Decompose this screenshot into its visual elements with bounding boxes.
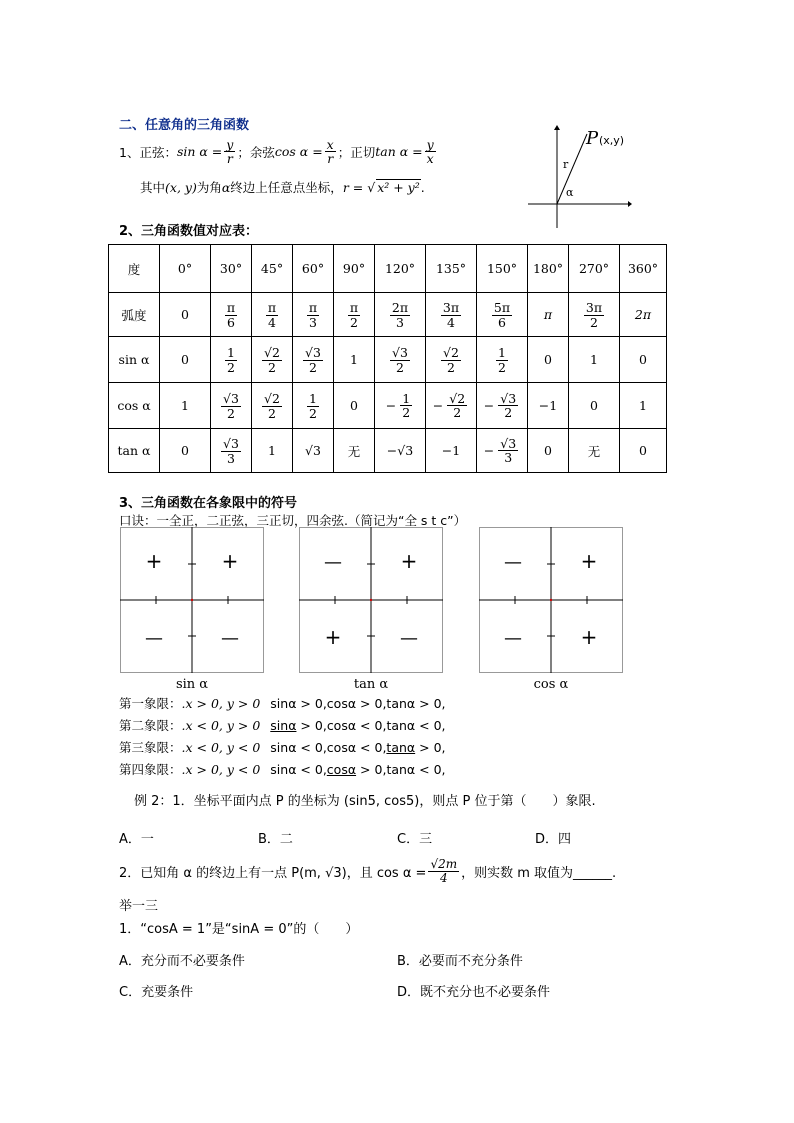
table-cell: −√3 — [375, 429, 426, 473]
quadrant-sign-row — [119, 760, 446, 778]
fraction — [307, 392, 319, 419]
sign-label: — — [400, 628, 418, 649]
row-header-cell: tan α — [109, 429, 160, 473]
numerator: 1 — [402, 390, 411, 406]
fraction-value — [388, 301, 412, 328]
fraction — [498, 437, 518, 464]
fraction-value — [490, 301, 514, 328]
cos-sign: cosα > 0, — [326, 696, 387, 711]
r-eq: r = — [342, 180, 364, 195]
table-cell — [252, 383, 293, 429]
x-axis-arrow-icon — [628, 201, 632, 207]
fraction-value — [219, 392, 243, 419]
period: . — [420, 180, 425, 195]
denominator: 4 — [447, 314, 455, 330]
table-title: 2、三角函数值对应表： — [119, 224, 259, 239]
fraction — [262, 346, 282, 373]
sign-label: + — [145, 549, 163, 573]
denominator: 2 — [402, 405, 411, 420]
quadrant-sign-row — [119, 738, 446, 756]
practice-title: 举一三 — [119, 899, 159, 914]
origin-dot — [550, 599, 552, 601]
q2-den: 4 — [439, 870, 448, 885]
denominator: 2 — [498, 359, 506, 375]
table-cell: 1 — [569, 337, 620, 383]
minus-sign: − — [432, 398, 444, 413]
sin-sign: sinα < 0, — [270, 740, 327, 755]
tan-fraction — [425, 138, 436, 165]
sep2: ；正切 — [337, 144, 376, 160]
tan-den: x — [426, 151, 434, 167]
table-cell: −1 — [528, 383, 569, 429]
p-label: P — [586, 128, 599, 149]
denominator: 2 — [447, 359, 455, 375]
table-cell: 2π — [620, 293, 667, 337]
tan-sign: tanα — [386, 740, 416, 755]
fraction-value — [346, 301, 362, 328]
tan-lhs: tan α = — [375, 144, 423, 160]
numerator: 2π — [391, 300, 409, 316]
quadrant-condition: .x < 0, y < 0 — [181, 740, 261, 755]
origin-dot — [370, 599, 372, 601]
origin-dot — [191, 599, 193, 601]
y-axis-arrow-icon — [554, 125, 560, 130]
table-cell: 0 — [620, 429, 667, 473]
fraction-value — [433, 392, 469, 419]
q2-fraction — [428, 858, 459, 884]
sin-den: r — [226, 151, 233, 167]
numerator: √3 — [305, 345, 321, 361]
table-cell — [426, 293, 477, 337]
fraction-value — [301, 346, 325, 373]
numerator: 1 — [498, 345, 506, 361]
table-cell — [252, 293, 293, 337]
numerator: π — [349, 300, 359, 316]
fraction — [400, 392, 412, 419]
line2-a: 其中 — [140, 180, 166, 195]
row-header-cell: 弧度 — [109, 293, 160, 337]
fraction — [390, 346, 410, 373]
table-cell — [293, 383, 334, 429]
fraction — [447, 392, 467, 419]
denominator: 3 — [309, 314, 317, 330]
table-cell — [477, 293, 528, 337]
table-cell — [477, 383, 528, 429]
alpha-symbol: α — [221, 180, 231, 195]
p-coords: (x,y) — [599, 134, 625, 147]
practice-option-c: C．充要条件 — [119, 985, 194, 1000]
numerator: π — [226, 300, 236, 316]
quadrant-condition: .x > 0, y > 0 — [181, 696, 261, 711]
r-label: r — [563, 158, 569, 171]
fraction — [441, 301, 461, 328]
fraction-value — [260, 392, 284, 419]
fraction-value — [386, 392, 414, 419]
denominator: 2 — [453, 405, 462, 420]
sign-label: — — [324, 552, 342, 573]
angle-diagram — [520, 122, 635, 232]
table-cell: 270° — [569, 245, 620, 293]
fraction-value — [439, 346, 463, 373]
sin-sign: sinα < 0, — [270, 762, 327, 777]
row-header-cell: cos α — [109, 383, 160, 429]
example2-option-b: B．二 — [258, 832, 293, 847]
denominator: 3 — [227, 450, 235, 466]
sign-label: — — [221, 628, 239, 649]
numerator: √3 — [392, 345, 408, 361]
denominator: 3 — [504, 450, 513, 465]
numerator: √3 — [500, 435, 517, 451]
fraction-value — [484, 437, 520, 464]
fraction-value — [260, 346, 284, 373]
quadrant-chart — [120, 527, 264, 673]
fraction — [492, 301, 512, 328]
fraction — [496, 346, 508, 373]
cos-sign: cosα — [326, 762, 357, 777]
quadrant-label: 第二象限： — [119, 718, 182, 733]
fraction — [348, 301, 360, 328]
denominator: 2 — [268, 405, 276, 421]
q2-text-a: 2．已知角 α 的终边上有一点 P(m, √3)，且 cos α = — [119, 865, 427, 881]
table-cell — [375, 383, 426, 429]
table-cell: √3 — [293, 429, 334, 473]
numerator: 3π — [442, 300, 460, 316]
section2-title: 二、任意角的三角函数 — [119, 118, 250, 133]
fraction — [498, 392, 518, 419]
fraction — [221, 392, 241, 419]
example2-option-d: D．四 — [535, 832, 572, 847]
denominator: 2 — [227, 405, 235, 421]
cos-fraction — [325, 138, 336, 165]
quadrant-label: 第四象限： — [119, 762, 182, 777]
quadrant-condition: .x > 0, y < 0 — [181, 762, 261, 777]
cos-sign: cosα < 0, — [326, 718, 387, 733]
row-header-cell: 度 — [109, 245, 160, 293]
table-cell — [477, 429, 528, 473]
denominator: 6 — [227, 314, 235, 330]
table-cell — [375, 337, 426, 383]
numerator: 3π — [585, 300, 603, 316]
table-cell — [334, 293, 375, 337]
fraction-value — [484, 392, 520, 419]
numerator: 1 — [309, 391, 317, 407]
tan-sign: tanα < 0, — [386, 762, 446, 777]
sign-label: + — [400, 549, 418, 573]
sign-label: + — [580, 625, 598, 649]
table-cell: 120° — [375, 245, 426, 293]
sin-num: y — [226, 137, 234, 152]
fraction — [584, 301, 604, 328]
quadrant-sign-row — [119, 694, 446, 712]
denominator: 4 — [268, 314, 276, 330]
chart-caption: tan α — [353, 677, 389, 692]
numerator: π — [267, 300, 277, 316]
denominator: 3 — [396, 314, 404, 330]
table-cell: 1 — [620, 383, 667, 429]
table-cell: 无 — [569, 429, 620, 473]
numerator: 5π — [493, 300, 511, 316]
fraction — [221, 437, 241, 464]
table-row — [109, 337, 667, 383]
table-cell — [252, 337, 293, 383]
row-header-cell: sin α — [109, 337, 160, 383]
table-cell: 0 — [160, 293, 211, 337]
example2-question2 — [119, 858, 616, 884]
fraction-value — [219, 437, 243, 464]
tan-num: y — [426, 137, 434, 152]
fraction-value — [494, 346, 510, 373]
table-cell — [375, 293, 426, 337]
numerator: √3 — [223, 391, 239, 407]
numerator: π — [308, 300, 318, 316]
denominator: 2 — [396, 359, 404, 375]
chart-caption: cos α — [533, 677, 569, 692]
table-row — [109, 245, 667, 293]
mnemonic: 口诀：一全正，二正弦，三正切，四余弦.（简记为“全 s t c”） — [119, 513, 467, 528]
quadrant-label: 第一象限： — [119, 696, 182, 711]
point-xy: (x, y) — [165, 180, 197, 195]
fraction — [441, 346, 461, 373]
sin-fraction — [224, 138, 235, 165]
denominator: 2 — [268, 359, 276, 375]
tan-sign: tanα > 0, — [386, 696, 446, 711]
sin-sign: sinα > 0, — [270, 696, 327, 711]
fraction — [262, 392, 282, 419]
tan-sign-rest: > 0, — [415, 740, 446, 755]
fraction-value — [439, 301, 463, 328]
table-cell: 180° — [528, 245, 569, 293]
table-cell — [293, 293, 334, 337]
cos-num: x — [326, 137, 334, 152]
denominator: 2 — [309, 405, 317, 421]
line2-b: 为角 — [196, 180, 222, 195]
fraction-value — [223, 346, 239, 373]
line2-c: 终边上任意点坐标， — [230, 180, 343, 195]
table-cell: 1 — [334, 337, 375, 383]
table-cell: 0 — [160, 429, 211, 473]
sign-label: — — [145, 628, 163, 649]
table-cell — [569, 293, 620, 337]
numerator: √2 — [449, 390, 466, 406]
table-cell: 1 — [160, 383, 211, 429]
fraction-value — [264, 301, 280, 328]
fraction-value — [305, 301, 321, 328]
table-cell: 30° — [211, 245, 252, 293]
def-prefix: 1、正弦： — [119, 144, 177, 160]
sign-label: — — [504, 552, 522, 573]
numerator: √2 — [443, 345, 459, 361]
coordinate-line: 其中(x, y)为角α终边上任意点坐标，r = √ x² + y². — [140, 180, 425, 195]
table-cell: 0 — [160, 337, 211, 383]
minus-sign: − — [385, 398, 397, 413]
fraction — [225, 346, 237, 373]
example2-question1: 例 2：1．坐标平面内点 P 的坐标为 (sin5, cos5)，则点 P 位于第（ ）象限. — [134, 794, 596, 809]
fraction — [307, 301, 319, 328]
section3-title: 3、三角函数在各象限中的符号 — [119, 496, 298, 511]
table-cell — [211, 293, 252, 337]
numerator: √2 — [264, 345, 280, 361]
table-cell — [211, 383, 252, 429]
fraction — [303, 346, 323, 373]
trig-value-table — [108, 244, 667, 473]
quadrant-chart — [479, 527, 623, 673]
table-cell: 无 — [334, 429, 375, 473]
quadrant-sign-row — [119, 716, 446, 734]
denominator: 2 — [350, 314, 358, 330]
fraction-value — [388, 346, 412, 373]
practice-option-d: D．既不充分也不必要条件 — [397, 985, 551, 1000]
table-cell: 0° — [160, 245, 211, 293]
fraction — [266, 301, 278, 328]
fraction-value — [223, 301, 239, 328]
sin-sign-rest: > 0, — [296, 718, 327, 733]
table-cell: −1 — [426, 429, 477, 473]
example2-option-a: A．一 — [119, 832, 154, 847]
minus-sign: − — [483, 443, 495, 458]
quadrant-condition: .x < 0, y > 0 — [181, 718, 261, 733]
numerator: √2 — [264, 391, 280, 407]
table-row — [109, 383, 667, 429]
fraction — [225, 301, 237, 328]
sign-label: + — [580, 549, 598, 573]
example2-option-c: C．三 — [397, 832, 433, 847]
table-cell: 150° — [477, 245, 528, 293]
table-cell: 135° — [426, 245, 477, 293]
quadrant-label: 第三象限： — [119, 740, 182, 755]
cos-den: r — [327, 151, 334, 167]
sign-label: + — [324, 625, 342, 649]
table-row — [109, 429, 667, 473]
table-row — [109, 293, 667, 337]
fraction-value — [582, 301, 606, 328]
chart-caption: sin α — [175, 677, 209, 692]
alpha-label: α — [566, 186, 574, 199]
table-cell: π — [528, 293, 569, 337]
table-cell: 0 — [620, 337, 667, 383]
table-cell — [211, 337, 252, 383]
fraction-value — [305, 392, 321, 419]
sep1: ；余弦 — [237, 144, 275, 160]
table-cell: 1 — [252, 429, 293, 473]
cos-lhs: cos α = — [274, 144, 323, 160]
table-cell: 0 — [528, 337, 569, 383]
sin-lhs: sin α = — [176, 144, 223, 160]
sign-label: — — [504, 628, 522, 649]
table-cell: 360° — [620, 245, 667, 293]
sin-sign: sinα — [270, 718, 297, 733]
q2-text-b: ，则实数 m 取值为______. — [461, 865, 617, 881]
q2-num: √2m — [430, 857, 458, 871]
denominator: 2 — [227, 359, 235, 375]
practice-question1: 1．“cosA = 1”是“sinA = 0”的（ ） — [119, 922, 359, 937]
numerator: √3 — [500, 390, 517, 406]
table-cell: 90° — [334, 245, 375, 293]
practice-option-a: A．充分而不必要条件 — [119, 954, 245, 969]
table-cell — [293, 337, 334, 383]
denominator: 2 — [309, 359, 317, 375]
table-cell — [426, 337, 477, 383]
sign-label: + — [221, 549, 239, 573]
r-radicand: x² + y² — [377, 180, 420, 195]
table-cell — [211, 429, 252, 473]
quadrant-chart — [299, 527, 443, 673]
definition-line — [119, 138, 438, 165]
denominator: 2 — [590, 314, 598, 330]
table-cell: 0 — [334, 383, 375, 429]
fraction — [390, 301, 410, 328]
numerator: √3 — [223, 436, 239, 452]
table-cell — [426, 383, 477, 429]
denominator: 2 — [504, 405, 513, 420]
numerator: 1 — [227, 345, 235, 361]
table-cell: 0 — [569, 383, 620, 429]
table-cell — [477, 337, 528, 383]
minus-sign: − — [483, 398, 495, 413]
cos-sign-rest: > 0, — [356, 762, 387, 777]
table-cell: 45° — [252, 245, 293, 293]
table-cell: 60° — [293, 245, 334, 293]
cos-sign: cosα < 0, — [326, 740, 387, 755]
tan-sign: tanα < 0, — [386, 718, 446, 733]
table-cell: 0 — [528, 429, 569, 473]
denominator: 6 — [498, 314, 506, 330]
practice-option-b: B．必要而不充分条件 — [397, 954, 523, 969]
